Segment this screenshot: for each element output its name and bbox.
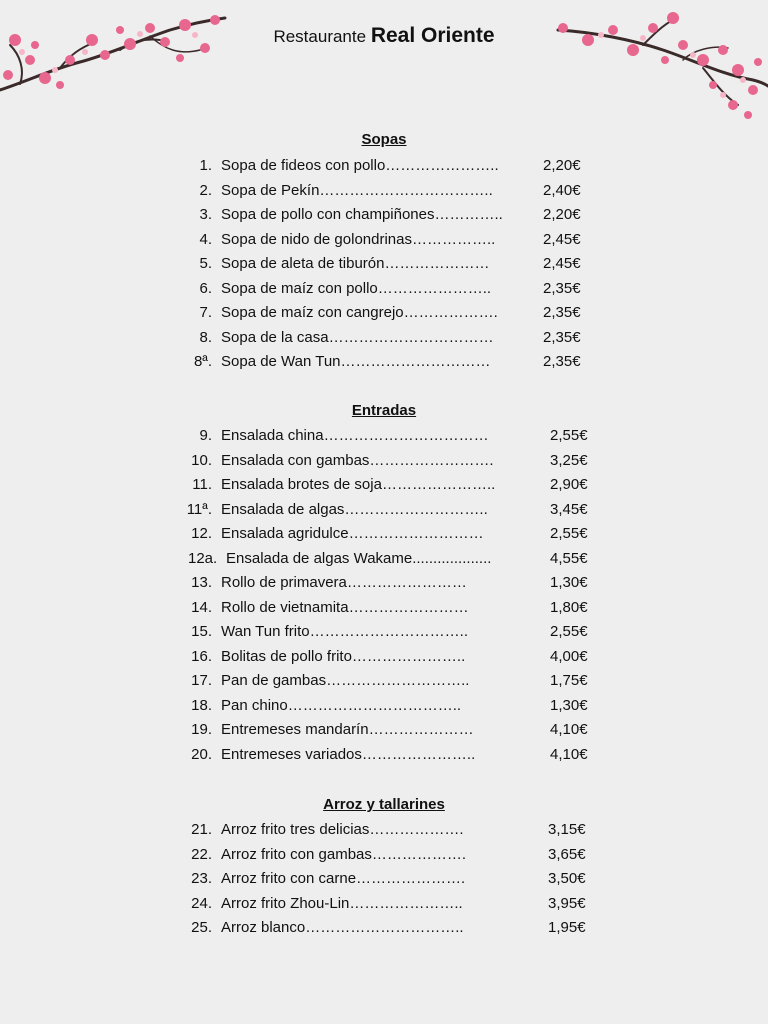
item-name: Arroz frito con carne…………………. [221, 870, 466, 887]
item-name: Sopa de aleta de tiburón………………… [221, 255, 490, 272]
item-price: 2,20€ [543, 157, 581, 174]
item-number: 12a. [188, 549, 218, 567]
item-number: 11ª. [186, 500, 212, 518]
cherry-blossom-branch-left [0, 0, 230, 100]
item-name: Ensalada de algas……………………….. [221, 500, 488, 518]
section-title: Entradas [351, 402, 417, 419]
item-number: 4. [199, 230, 212, 248]
item-name: Ensalada de algas Wakame................... [226, 549, 492, 567]
item-name: Arroz frito tres delicias………………. [221, 821, 464, 838]
item-price: 2,45€ [543, 255, 581, 272]
item-price: 2,55€ [550, 427, 588, 444]
item-price: 2,35€ [543, 279, 581, 297]
item-number: 23. [191, 870, 212, 887]
item-name: Arroz blanco………………………….. [221, 919, 464, 936]
item-price: 1,80€ [550, 598, 588, 616]
item-price: 2,55€ [550, 525, 588, 542]
section-title: Arroz y tallarines [323, 796, 445, 813]
item-price: 3,25€ [550, 451, 588, 469]
item-number: 5. [199, 255, 212, 272]
item-number: 3. [199, 206, 212, 223]
item-price: 1,75€ [550, 672, 588, 689]
item-price: 3,50€ [548, 870, 586, 887]
item-number: 1. [199, 157, 212, 174]
item-number: 22. [191, 845, 212, 863]
item-number: 19. [191, 721, 212, 738]
item-price: 2,55€ [550, 623, 588, 640]
item-name: Rollo de primavera…………………… [221, 574, 467, 591]
item-name: Sopa de Pekín…………………………….. [221, 181, 493, 199]
item-number: 2. [199, 181, 212, 199]
item-number: 16. [191, 647, 212, 665]
item-price: 2,35€ [543, 328, 581, 346]
item-name: Sopa de la casa…………………………… [221, 328, 494, 346]
item-name: Sopa de maíz con cangrejo………………. [221, 304, 498, 321]
item-name: Arroz frito Zhou-Lin………………….. [221, 894, 463, 912]
item-name: Entremeses mandarín………………… [221, 721, 474, 738]
item-name: Entremeses variados………………….. [221, 745, 476, 763]
page-title [0, 24, 768, 48]
item-name: Rollo de vietnamita…………………… [221, 598, 469, 616]
item-number: 8ª. [193, 353, 212, 370]
item-price: 4,10€ [550, 745, 588, 763]
item-number: 24. [191, 894, 212, 912]
restaurant-name: Real Oriente [370, 24, 495, 47]
item-number: 6. [199, 279, 212, 297]
item-price: 3,65€ [548, 845, 586, 863]
item-name: Ensalada con gambas……………………. [221, 451, 494, 469]
item-number: 17. [191, 672, 212, 689]
item-number: 13. [191, 574, 212, 591]
item-number: 9. [199, 427, 212, 444]
item-name: Wan Tun frito………………………….. [221, 623, 468, 640]
item-name: Sopa de pollo con champiñones………….. [221, 206, 503, 223]
item-price: 1,30€ [550, 696, 588, 714]
item-price: 3,45€ [550, 500, 588, 518]
item-name: Arroz frito con gambas………………. [221, 845, 467, 863]
item-name: Bolitas de pollo frito………………….. [221, 647, 466, 665]
item-price: 3,95€ [548, 894, 586, 912]
section-title: Sopas [361, 131, 407, 148]
item-price: 4,00€ [550, 647, 588, 665]
item-price: 4,55€ [550, 549, 588, 567]
item-name: Ensalada agridulce……………………… [221, 525, 484, 542]
item-name: Pan de gambas……………………….. [221, 672, 470, 689]
item-number: 12. [191, 525, 212, 542]
cherry-blossom-branch-right [553, 0, 768, 130]
item-number: 25. [191, 919, 212, 936]
item-number: 18. [191, 696, 212, 714]
item-name: Ensalada china…………………………… [221, 427, 489, 444]
item-name: Sopa de fideos con pollo………………….. [221, 157, 499, 174]
item-name: Sopa de Wan Tun………………………… [221, 353, 491, 370]
item-number: 15. [191, 623, 212, 640]
item-name: Pan chino…………………………….. [221, 696, 462, 714]
item-number: 10. [191, 451, 212, 469]
item-price: 2,40€ [543, 181, 581, 199]
title-prefix: Restaurante [273, 27, 367, 46]
item-number: 20. [191, 745, 212, 763]
item-name: Sopa de nido de golondrinas…………….. [221, 230, 496, 248]
item-price: 3,15€ [548, 821, 586, 838]
item-price: 2,90€ [550, 476, 588, 493]
item-price: 1,30€ [550, 574, 588, 591]
item-price: 2,20€ [543, 206, 581, 223]
item-price: 1,95€ [548, 919, 586, 936]
item-number: 8. [199, 328, 212, 346]
item-price: 2,35€ [543, 353, 581, 370]
item-name: Ensalada brotes de soja………………….. [221, 476, 496, 493]
item-number: 21. [191, 821, 212, 838]
item-name: Sopa de maíz con pollo………………….. [221, 279, 492, 297]
item-price: 2,45€ [543, 230, 581, 248]
item-price: 4,10€ [550, 721, 588, 738]
item-number: 14. [191, 598, 212, 616]
item-number: 11. [192, 476, 212, 493]
item-number: 7. [199, 304, 212, 321]
item-price: 2,35€ [543, 304, 581, 321]
